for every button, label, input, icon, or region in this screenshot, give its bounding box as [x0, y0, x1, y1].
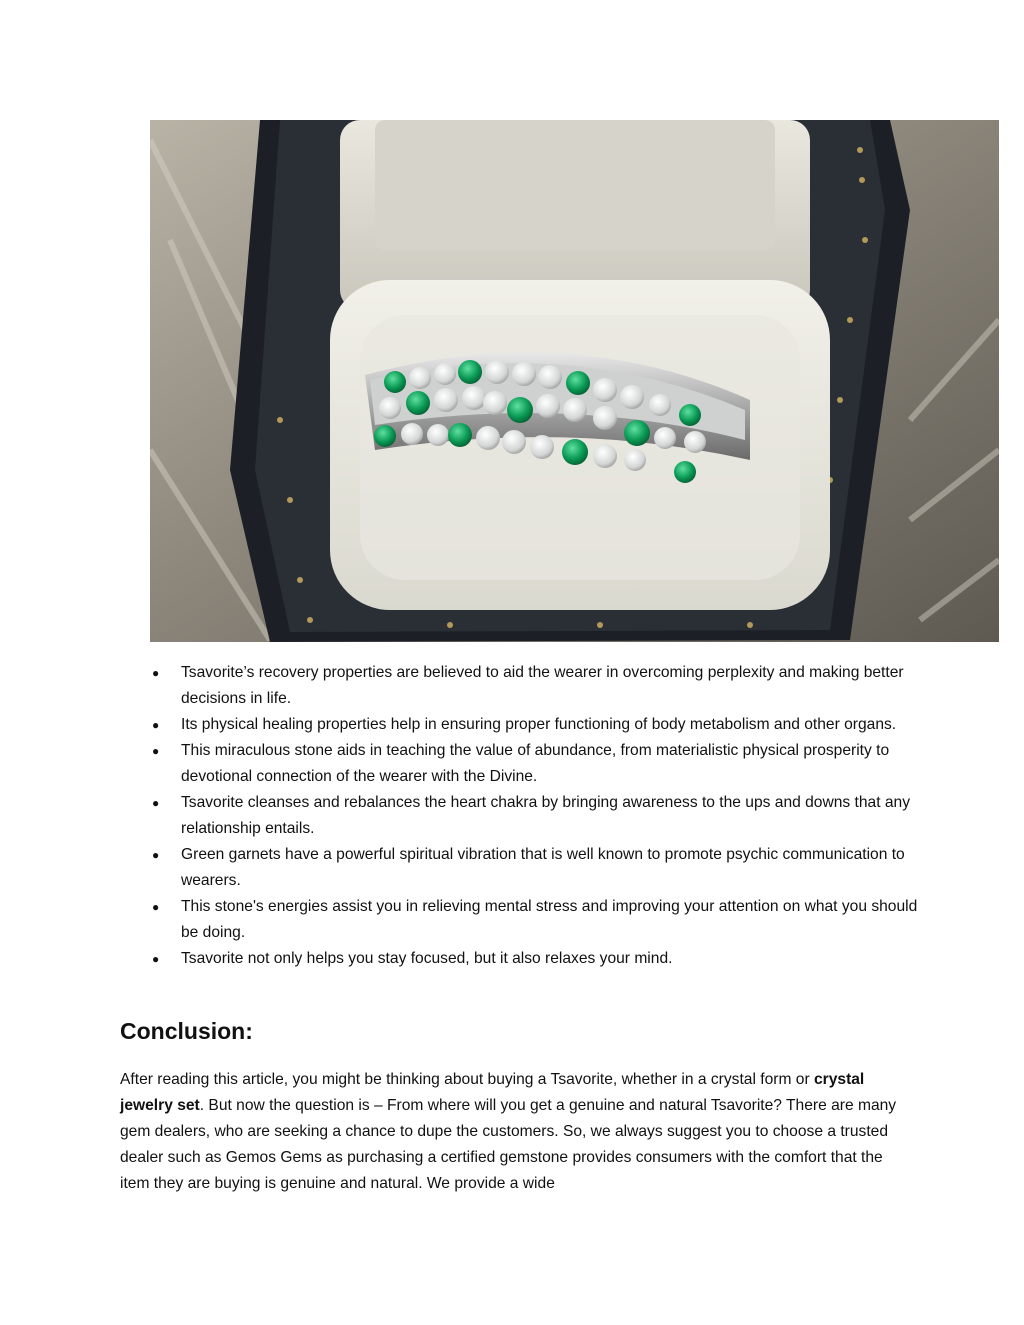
bullet-icon: ●	[152, 796, 160, 810]
list-item: ● Green garnets have a powerful spiritual vibration that is well known to promote psychic communication to wearers.	[150, 842, 930, 894]
bullet-icon: ●	[152, 744, 160, 758]
list-item: ● This stone's energies assist you in relieving mental stress and improving your attention on what you should be doing.	[150, 894, 930, 946]
bullet-icon: ●	[152, 718, 160, 732]
list-item: ● This miraculous stone aids in teaching the value of abundance, from materialistic physical prosperity to devotional connection of the wearer with the Divine.	[150, 738, 930, 790]
list-item: ● Tsavorite not only helps you stay focused, but it also relaxes your mind.	[150, 946, 930, 972]
list-item: ● Its physical healing properties help in ensuring proper functioning of body metabolism and other organs.	[150, 712, 930, 738]
list-item: ● Tsavorite’s recovery properties are believed to aid the wearer in overcoming perplexity and making better decisions in life.	[150, 660, 930, 712]
conclusion-heading: Conclusion:	[120, 1018, 253, 1044]
bullet-icon: ●	[152, 952, 160, 966]
benefits-list	[150, 660, 930, 972]
ring-photo-icon	[150, 120, 999, 642]
bullet-icon: ●	[152, 900, 160, 914]
ring-photo	[150, 120, 999, 642]
bullet-icon: ●	[152, 666, 160, 680]
bullet-icon: ●	[152, 848, 160, 862]
crystal-jewelry-set-link[interactable]: crystal jewelry set	[120, 1071, 865, 1114]
list-item: ● Tsavorite cleanses and rebalances the heart chakra by bringing awareness to the ups and downs that any relationship entails.	[150, 790, 930, 842]
conclusion-paragraph: After reading this article, you might be thinking about buying a Tsavorite, whether in a crystal form or crystal jewelry set. But now the question is – From where will you get a genuine and natural Tsavorite? There are many gem dealers, who are seeking a chance to dupe the customers. So, we always suggest you to choose a trusted dealer such as Gemos Gems as purchasing a certified gemstone provides consumers with the comfort that the item they are buying is genuine and natural. We provide a wide	[120, 1071, 897, 1192]
